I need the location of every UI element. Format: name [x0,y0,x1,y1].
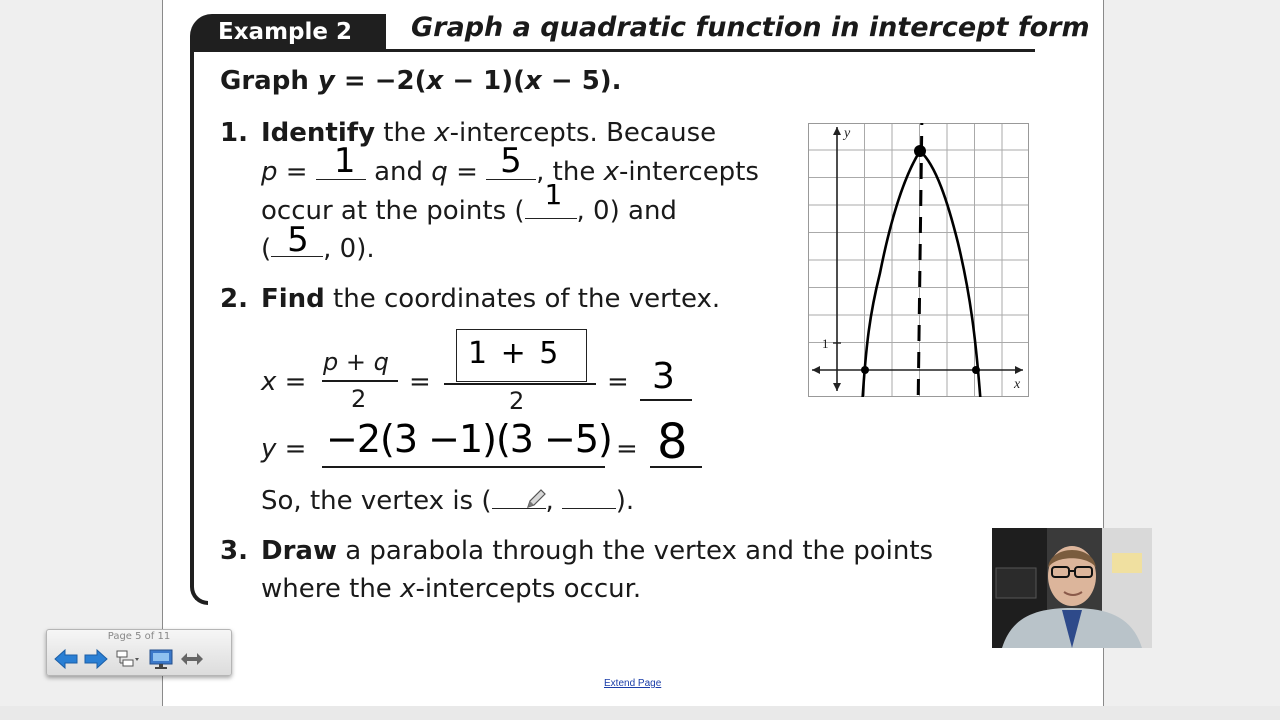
q-blank [486,141,536,181]
step2-number: 2. [220,284,248,314]
step1-q: q [431,157,448,187]
step1-line2 [261,141,759,187]
horizontal-resize-icon[interactable] [179,648,205,670]
example-badge [190,14,386,50]
box-numerator: 1 + 5 [468,336,561,371]
x-answer: 3 [652,356,675,397]
step3-rest: a parabola through the vertex and the points [336,536,934,566]
problem-y: y [317,66,335,96]
step1-line4b: , 0). [323,234,375,264]
step1-p: p [261,157,278,187]
example-badge-label: Example 2 [218,19,352,45]
step1-x: x [434,118,450,148]
step1-t1: the [375,118,435,148]
webcam-video [992,528,1152,648]
step1-line3 [261,178,677,226]
step3-line2 [261,574,641,604]
frac-num-text: p + q [323,348,389,376]
x-answer-line [640,399,692,401]
problem-prefix: Graph [220,66,318,96]
y-tick-label: 1 [822,336,829,351]
frac-line-1 [322,380,398,382]
x-axis-label: x [1014,377,1021,392]
eq-sign-3: = [607,367,629,397]
page-navigation-toolbar [46,629,232,676]
page-indicator: Page 5 of 11 [107,631,171,642]
pt2-blank [271,220,323,260]
step1-line3b: , 0) and [576,196,677,226]
problem-minus1: − 1)( [443,66,526,96]
vertex-y-blank[interactable] [562,486,616,509]
pt1-blank [525,178,577,219]
page-sorter-icon[interactable] [115,648,141,670]
step1-and: and [365,157,432,187]
problem-x2: x [525,66,542,96]
step1-line4a: ( [261,234,272,264]
q-value: 5 [500,141,522,181]
step1-bold: Identify [261,118,376,148]
problem-eq: = −2( [334,66,427,96]
step1-number: 1. [220,118,248,148]
vertex-close: ). [615,486,635,516]
header-rule [190,49,1035,52]
eq-sign-5: = [616,434,638,464]
x-equation-lhs [261,367,306,397]
p-value: 1 [333,141,356,181]
extend-page-link[interactable]: Extend Page [604,678,662,689]
pt1-value: 1 [544,178,563,211]
example-bracket [190,49,208,605]
problem-x1: x [426,66,444,96]
step1-x2: x [603,157,619,187]
problem-statement [220,66,622,96]
vertex-point [914,145,926,157]
y-expr-line [322,466,605,468]
y-equation-lhs [261,434,306,464]
pt2-value: 5 [287,220,309,260]
step1-line1 [261,118,716,148]
intercept-point-2 [972,366,980,374]
eq-sign-2: = [409,367,431,397]
x-lhs: x [261,367,277,397]
coordinate-graph [808,123,1029,397]
example-title: Graph a quadratic function in intercept form [411,12,1090,43]
presenter-video-icon [992,528,1152,648]
y-eq: = [276,434,307,464]
arrow-left-icon[interactable] [53,648,79,670]
step2-line1 [261,284,720,314]
x-eq: = [276,367,307,397]
problem-minus5: − 5). [541,66,622,96]
bottom-strip [0,706,1280,720]
y-lhs: y [261,434,277,464]
arrow-right-icon[interactable] [83,648,109,670]
vertex-comma: , [545,486,554,516]
step1-t2: -intercepts. Because [449,118,717,148]
step3-number: 3. [220,536,248,566]
step1-t3: , the [536,157,604,187]
y-answer: 8 [657,414,688,470]
step3-x: x [400,574,416,604]
vertex-line [261,486,634,516]
y-axis-label: y [844,126,851,141]
frac-denominator: 2 [351,385,367,413]
step1-line4 [261,220,375,264]
vertex-text: So, the vertex is ( [261,486,492,516]
frac-numerator [323,348,389,376]
display-icon[interactable] [148,648,174,670]
box-denominator: 2 [509,387,525,415]
step3-line1 [261,536,933,566]
step1-t4: -intercepts [619,157,759,187]
step2-bold: Find [261,284,325,314]
step1-line3a: occur at the points ( [261,196,525,226]
step3-line2b: -intercepts occur. [415,574,642,604]
step1-eq1: = [277,157,316,187]
frac-line-2 [444,383,596,385]
step3-bold: Draw [261,536,337,566]
p-blank [316,141,366,181]
pen-cursor-icon [524,487,548,511]
step1-eq2: = [447,157,487,187]
step2-rest: the coordinates of the vertex. [324,284,721,314]
y-expression: −2(3 −1)(3 −5) [326,417,612,461]
intercept-point-1 [861,366,869,374]
step3-line2a: where the [261,574,401,604]
